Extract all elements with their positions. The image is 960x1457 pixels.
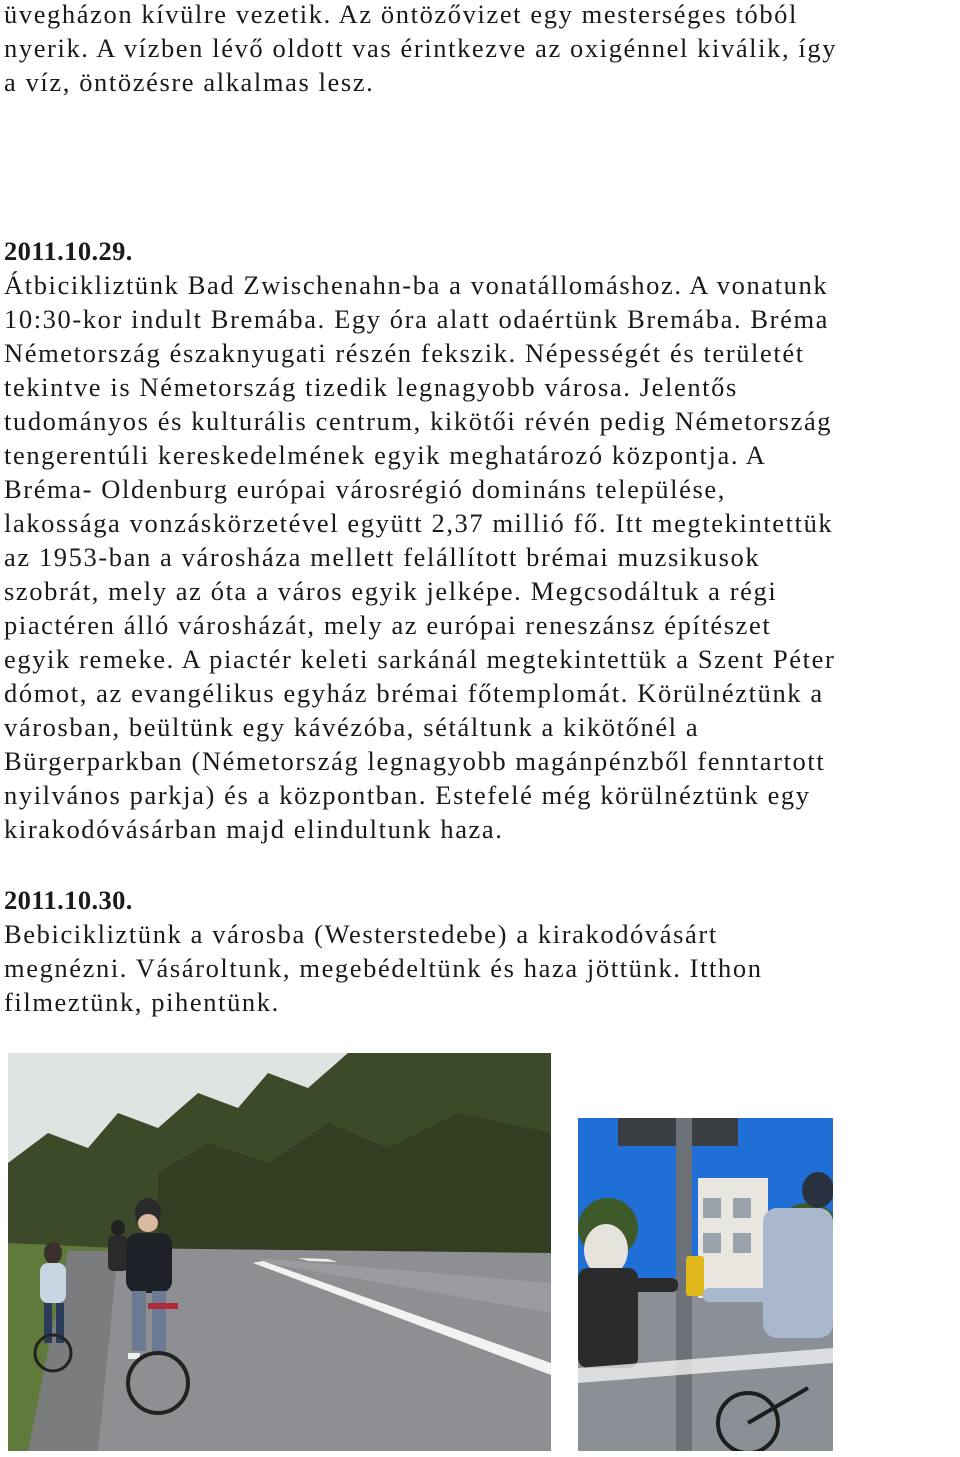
- cyclists-on-road-photo: [8, 1053, 551, 1451]
- text-line: Bürgerparkban (Németország legnagyobb magánpénzből fenntartott: [4, 746, 826, 776]
- text-line: egyik remeke. A piactér keleti sarkánál megtekintettük a Szent Péter: [4, 644, 836, 674]
- cyclists-photo-illustration: [8, 1053, 551, 1451]
- text-line: városban, beültünk egy kávézóba, sétáltunk a kikötőnél a: [4, 712, 700, 742]
- text-line: nyilvános parkja) és a központban. Estefelé még körülnéztünk egy: [4, 780, 811, 810]
- intro-paragraph: [4, 0, 956, 99]
- text-line: a víz, öntözésre alkalmas lesz.: [4, 67, 375, 97]
- text-line: üvegházon kívülre vezetik. Az öntözővizet egy mesterséges tóból: [4, 0, 798, 29]
- diary-entry-2011-10-29: [4, 234, 956, 846]
- text-line: szobrát, mely az óta a város egyik jelképe. Megcsodáltuk a régi: [4, 576, 778, 606]
- text-line: tudományos és kulturális centrum, kikötői révén pedig Németország: [4, 406, 833, 436]
- text-line: megnézni. Vásároltunk, megebédeltünk és haza jöttünk. Itthon: [4, 953, 763, 983]
- text-line: kirakodóvásárban majd elindultunk haza.: [4, 814, 504, 844]
- text-line: Németország északnyugati részén fekszik. Népességét és területét: [4, 338, 805, 368]
- text-line: 10:30-kor indult Bremába. Egy óra alatt odaértünk Bremába. Bréma: [4, 304, 830, 334]
- text-line: filmeztünk, pihentünk.: [4, 987, 280, 1017]
- text-line: az 1953-ban a városháza mellett felállított brémai muzsikusok: [4, 542, 761, 572]
- entry-date: 2011.10.30.: [4, 885, 133, 915]
- text-line: Átbicikliztünk Bad Zwischenahn-ba a vonatállomáshoz. A vonatunk: [4, 270, 829, 300]
- text-line: Bréma- Oldenburg európai városrégió domináns települése,: [4, 474, 726, 504]
- text-line: nyerik. A vízben lévő oldott vas érintkezve az oxigénnel kiválik, így: [4, 33, 838, 63]
- crosswalk-photo-illustration: [578, 1118, 833, 1451]
- text-line: Bebicikliztünk a városba (Westerstedebe) a kirakodóvásárt: [4, 919, 718, 949]
- entry-date: 2011.10.29.: [4, 236, 133, 266]
- diary-entry-2011-10-30: [4, 883, 956, 1019]
- text-line: tekintve is Németország tizedik legnagyobb városa. Jelentős: [4, 372, 738, 402]
- crosswalk-button-photo: [578, 1118, 833, 1451]
- text-line: lakossága vonzáskörzetével együtt 2,37 millió fő. Itt megtekintettük: [4, 508, 834, 538]
- text-line: dómot, az evangélikus egyház brémai főtemplomát. Körülnéztünk a: [4, 678, 824, 708]
- text-line: piactéren álló városházát, mely az európai reneszánsz építészet: [4, 610, 772, 640]
- text-line: tengerentúli kereskedelmének egyik meghatározó központja. A: [4, 440, 767, 470]
